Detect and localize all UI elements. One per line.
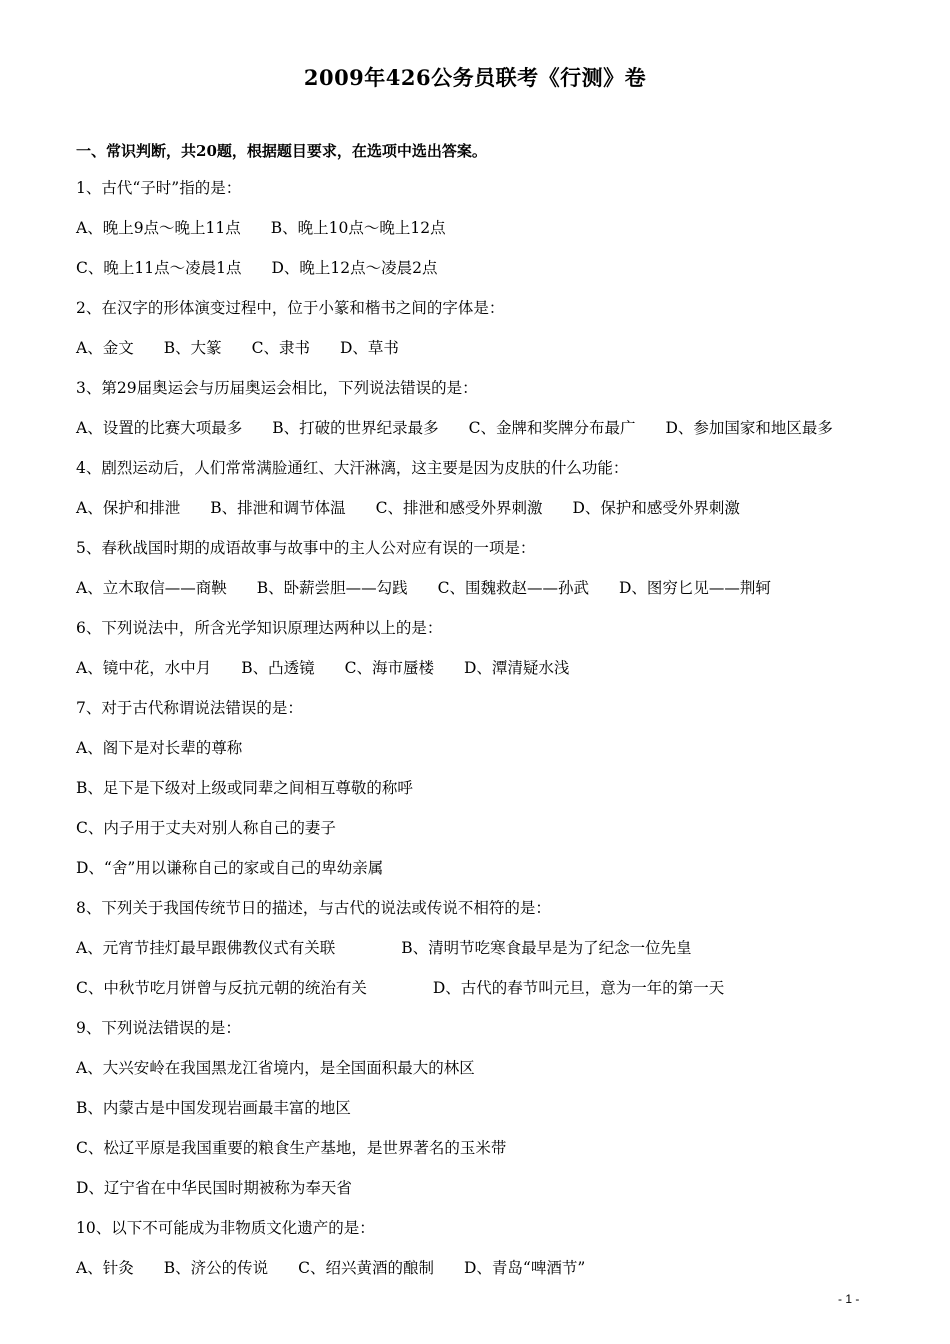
answer-option: B、大篆 <box>163 339 222 357</box>
question-stem: 8、下列关于我国传统节日的描述，与古代的说法或传说不相符的是： <box>76 899 551 917</box>
answer-option: D、晚上12点～凌晨2点 <box>271 259 438 277</box>
question-stem: 1、古代“子时”指的是： <box>76 179 242 197</box>
question-stem: 7、对于古代称谓说法错误的是： <box>76 699 303 717</box>
answer-option: B、足下是下级对上级或同辈之间相互尊敬的称呼 <box>76 779 413 797</box>
answer-option: A、保护和排泄 <box>76 499 181 517</box>
question-stem: 10、以下不可能成为非物质文化遗产的是： <box>76 1219 375 1237</box>
answer-option: C、围魏救赵——孙武 <box>437 579 589 597</box>
answer-option: C、松辽平原是我国重要的粮食生产基地，是世界著名的玉米带 <box>76 1139 507 1157</box>
answer-option: D、图穷匕见——荆轲 <box>618 579 771 597</box>
option-line <box>76 808 896 848</box>
answer-option: D、古代的春节叫元旦，意为一年的第一天 <box>432 979 725 997</box>
question-stem: 9、下列说法错误的是： <box>76 1019 241 1037</box>
answer-option: B、凸透镜 <box>241 659 315 677</box>
answer-option: C、绍兴黄酒的酿制 <box>298 1259 434 1277</box>
section-heading: 一、常识判断，共20题，根据题目要求，在选项中选出答案。 <box>76 142 487 160</box>
option-line <box>76 328 896 368</box>
option-line <box>76 568 896 608</box>
question-stem: 4、剧烈运动后，人们常常满脸通红、大汗淋漓，这主要是因为皮肤的什么功能： <box>76 459 629 477</box>
answer-option: D、保护和感受外界刺激 <box>572 499 740 517</box>
option-line <box>76 208 896 248</box>
answer-option: A、设置的比赛大项最多 <box>76 419 243 437</box>
option-line <box>76 728 896 768</box>
answer-option: A、针灸 <box>76 1259 134 1277</box>
option-line <box>76 968 896 1008</box>
answer-option: B、打破的世界纪录最多 <box>272 419 439 437</box>
answer-option: D、青岛“啤酒节” <box>463 1259 586 1277</box>
answer-option: B、排泄和调节体温 <box>210 499 346 517</box>
option-line <box>76 1128 896 1168</box>
answer-option: D、“舍”用以谦称自己的家或自己的卑幼亲属 <box>76 859 384 877</box>
option-line <box>76 488 896 528</box>
option-line <box>76 768 896 808</box>
answer-option: B、卧薪尝胆——勾践 <box>256 579 408 597</box>
answer-option: A、阁下是对长辈的尊称 <box>76 739 243 757</box>
answer-option: C、晚上11点～凌晨1点 <box>76 259 242 277</box>
option-line <box>76 1048 896 1088</box>
option-line <box>76 248 896 288</box>
answer-option: A、晚上9点～晚上11点 <box>76 219 241 237</box>
option-line <box>76 408 896 448</box>
answer-option: A、立木取信——商鞅 <box>76 579 227 597</box>
question-stem: 2、在汉字的形体演变过程中，位于小篆和楷书之间的字体是： <box>76 299 505 317</box>
answer-option: C、金牌和奖牌分布最广 <box>468 419 636 437</box>
question-stem: 6、下列说法中，所含光学知识原理达两种以上的是： <box>76 619 443 637</box>
option-line <box>76 1168 896 1208</box>
question-stem: 5、春秋战国时期的成语故事与故事中的主人公对应有误的一项是： <box>76 539 536 557</box>
answer-option: A、大兴安岭在我国黑龙江省境内，是全国面积最大的林区 <box>76 1059 475 1077</box>
answer-option: B、晚上10点～晚上12点 <box>270 219 446 237</box>
answer-option: A、镜中花，水中月 <box>76 659 212 677</box>
option-line <box>76 848 896 888</box>
question-list <box>76 168 896 1288</box>
option-line <box>76 928 896 968</box>
answer-option: B、内蒙古是中国发现岩画最丰富的地区 <box>76 1099 351 1117</box>
option-line <box>76 1248 896 1288</box>
option-line <box>76 648 896 688</box>
answer-option: C、内子用于丈夫对别人称自己的妻子 <box>76 819 336 837</box>
answer-option: C、排泄和感受外界刺激 <box>375 499 543 517</box>
answer-option: B、清明节吃寒食最早是为了纪念一位先皇 <box>401 939 692 957</box>
answer-option: A、元宵节挂灯最早跟佛教仪式有关联 <box>76 939 336 957</box>
answer-option: C、隶书 <box>251 339 310 357</box>
document-title: 2009年426公务员联考《行测》卷 <box>303 65 647 90</box>
answer-option: C、中秋节吃月饼曾与反抗元朝的统治有关 <box>76 979 367 997</box>
page-number: - 1 - <box>838 1292 860 1306</box>
answer-option: D、辽宁省在中华民国时期被称为奉天省 <box>76 1179 352 1197</box>
answer-option: D、草书 <box>339 339 399 357</box>
answer-option: B、济公的传说 <box>163 1259 269 1277</box>
answer-option: C、海市蜃楼 <box>344 659 434 677</box>
question-stem: 3、第29届奥运会与历届奥运会相比，下列说法错误的是： <box>76 379 478 397</box>
option-line <box>76 1088 896 1128</box>
answer-option: D、潭清疑水浅 <box>463 659 570 677</box>
answer-option: D、参加国家和地区最多 <box>665 419 833 437</box>
answer-option: A、金文 <box>76 339 134 357</box>
